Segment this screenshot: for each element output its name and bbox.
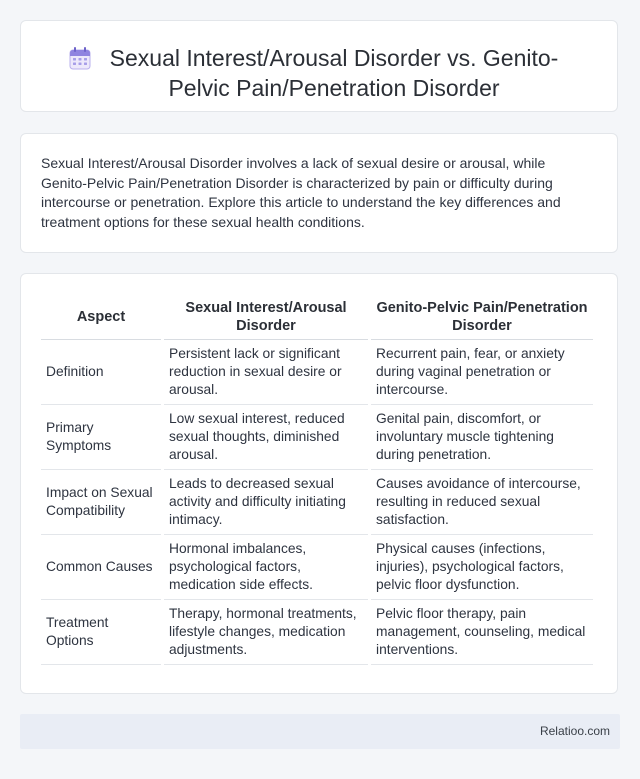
row-value-disorder-a: Persistent lack or significant reduction in sexual desire or arousal.: [164, 340, 368, 405]
intro-card: [20, 133, 618, 253]
column-header-aspect: Aspect: [41, 294, 161, 340]
row-aspect: Impact on Sexual Compatibility: [41, 470, 161, 535]
column-header-disorder-b: Genito-Pelvic Pain/Penetration Disorder: [371, 294, 593, 340]
row-value-disorder-a: Therapy, hormonal treatments, lifestyle changes, medication adjustments.: [164, 600, 368, 665]
row-value-disorder-b: Genital pain, discomfort, or involuntary muscle tightening during penetration.: [371, 405, 593, 470]
row-value-disorder-b: Recurrent pain, fear, or anxiety during vaginal penetration or intercourse.: [371, 340, 593, 405]
row-value-disorder-a: Hormonal imbalances, psychological factors, medication side effects.: [164, 535, 368, 600]
calendar-icon: [69, 46, 91, 70]
comparison-table: [38, 294, 596, 665]
title-card: [20, 20, 618, 112]
row-aspect: Common Causes: [41, 535, 161, 600]
table-row: [41, 600, 593, 665]
table-row: [41, 340, 593, 405]
row-value-disorder-b: Physical causes (infections, injuries), psychological factors, pelvic floor dysfunction.: [371, 535, 593, 600]
row-aspect: Treatment Options: [41, 600, 161, 665]
row-value-disorder-a: Leads to decreased sexual activity and difficulty initiating intimacy.: [164, 470, 368, 535]
row-value-disorder-a: Low sexual interest, reduced sexual thoughts, diminished arousal.: [164, 405, 368, 470]
column-header-disorder-a: Sexual Interest/Arousal Disorder: [164, 294, 368, 340]
footer: [20, 714, 620, 749]
title-wrap: [21, 43, 617, 103]
intro-paragraph: Sexual Interest/Arousal Disorder involves a lack of sexual desire or arousal, while Genito-Pelvic Pain/Penetration Disorder is characterized by pain or difficulty during intercourse or penetration. Explore this article to understand the key differences and treatment options for these sexual health conditions.: [41, 155, 561, 230]
page-title: Sexual Interest/Arousal Disorder vs. Genito-Pelvic Pain/Penetration Disorder: [109, 45, 559, 101]
comparison-table-card: [20, 273, 618, 694]
table-header-row: [41, 294, 593, 340]
table-row: [41, 405, 593, 470]
row-value-disorder-b: Causes avoidance of intercourse, resulting in reduced sexual satisfaction.: [371, 470, 593, 535]
footer-brand[interactable]: Relatioo.com: [539, 724, 610, 738]
table-row: [41, 470, 593, 535]
table-row: [41, 535, 593, 600]
row-value-disorder-b: Pelvic floor therapy, pain management, counseling, medical interventions.: [371, 600, 593, 665]
row-aspect: Definition: [41, 340, 161, 405]
row-aspect: Primary Symptoms: [41, 405, 161, 470]
